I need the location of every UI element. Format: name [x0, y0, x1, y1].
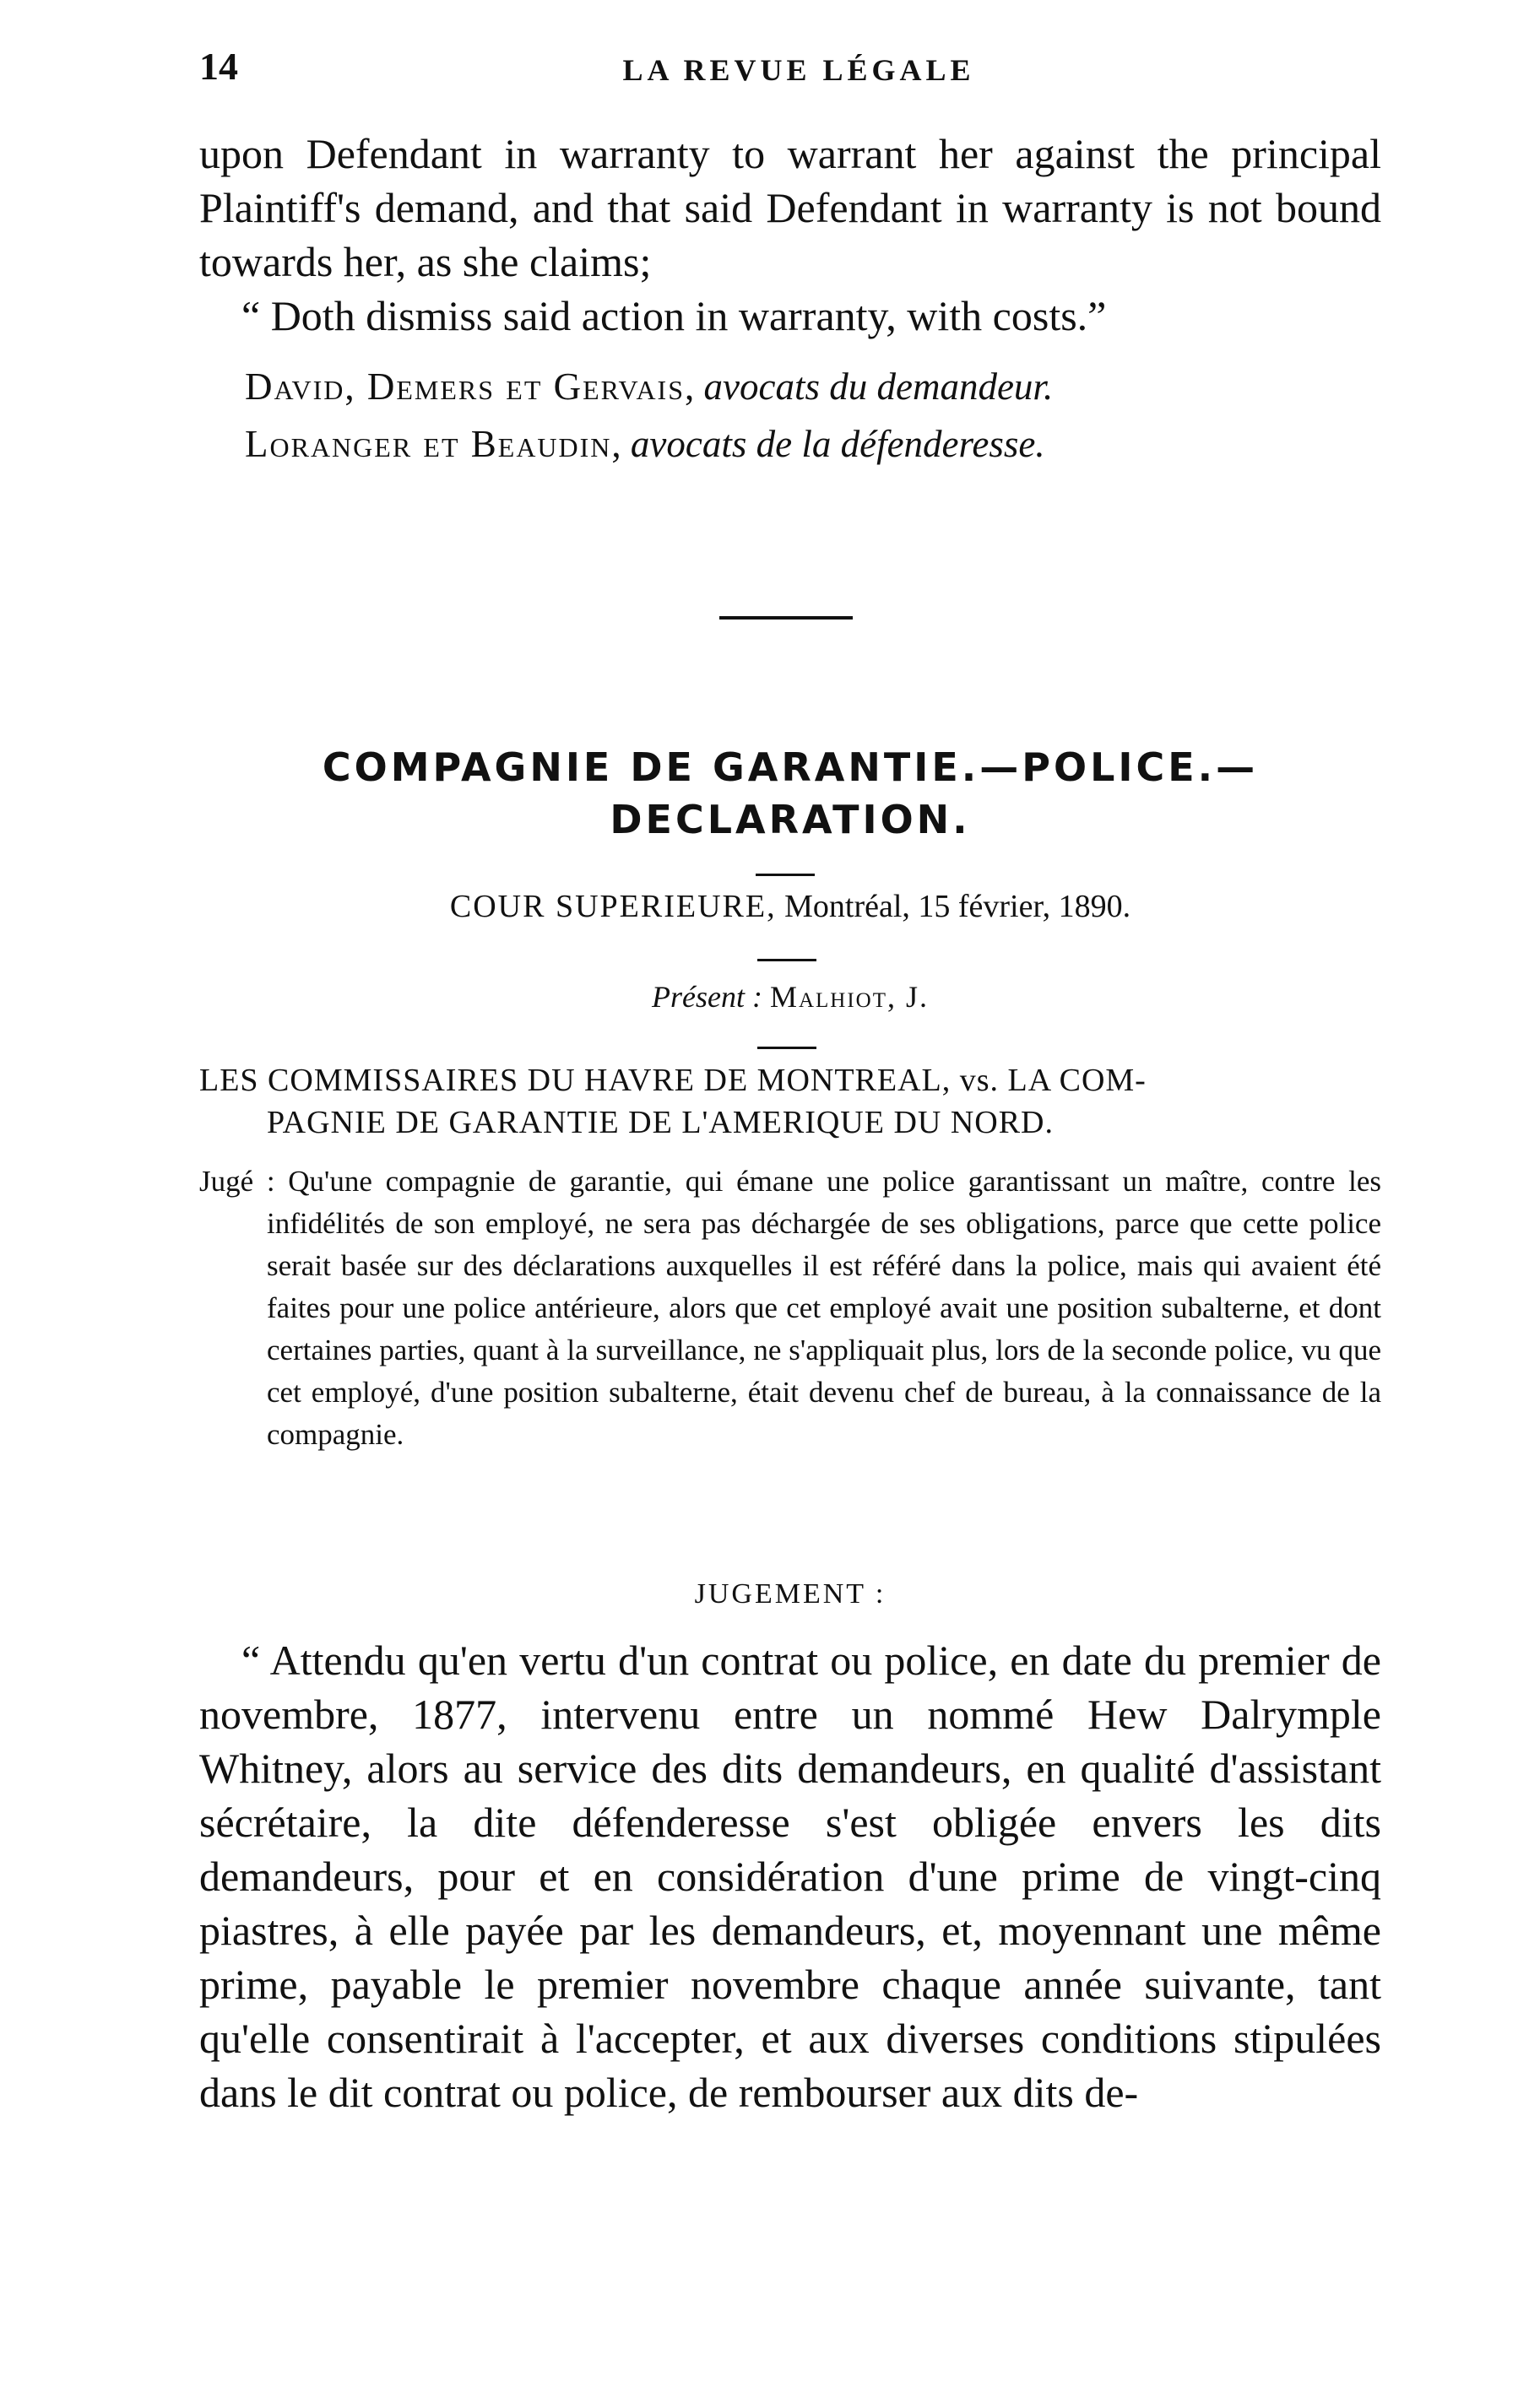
counsel-role: avocats du demandeur. [703, 365, 1054, 408]
counsel-line-defendant: Loranger et Beaudin, avocats de la défenderesse. [245, 423, 1045, 465]
parties-line: LES COMMISSAIRES DU HAVRE DE MONTREAL, vs. LA COM- [199, 1063, 1147, 1098]
short-rule [757, 1047, 816, 1049]
previous-case-text [199, 127, 1381, 343]
present-judge: Malhiot, J. [769, 980, 930, 1014]
case-parties [199, 1059, 1381, 1144]
case-title-line: COMPAGNIE DE GARANTIE.—POLICE.— [322, 744, 1259, 790]
syllabus-text: Jugé : Qu'une compagnie de garantie, qui émane une police garantissant un maître, contre les infidélités de son employé, ne sera pas déchargée de ses obligations, parce que cette police serait basée sur des déclarations auxquelles il est référé dans la police, mais qui avaient été faites pour une police antérieure, alors que cet employé avait une position subalterne, et dont certaines parties, quant à la surveillance, ne s'appliquait plus, lors de la seconde police, vu que cet employé, d'une position subalterne, était devenu chef de bureau, à la connaissance de la compagnie. [199, 1165, 1381, 1451]
judgment-heading: JUGEMENT : [694, 1578, 886, 1610]
syllabus [199, 1161, 1381, 1456]
previous-case-paragraph: upon Defendant in warranty to warrant her against the principal Plaintiff's demand, and that said Defendant in warranty is not bound towards her, as she claims; [199, 130, 1381, 285]
present-label: Présent : [651, 980, 762, 1014]
counsel-line-plaintiff: David, Demers et Gervais, avocats du demandeur. [245, 365, 1054, 408]
short-rule [757, 959, 816, 961]
page-number: 14 [199, 45, 238, 88]
case-title-line: DECLARATION. [610, 797, 971, 842]
section-separator-rule [719, 616, 853, 620]
judgment-paragraph: “ Attendu qu'en vertu d'un contrat ou police, en date du premier de novembre, 1877, intervenu entre un nommé Hew Dalrymple Whitney, alors au service des dits demandeurs, en qualité d'assistant sécrétaire, la dite défenderesse s'est obligée envers les dits demandeurs, pour et en considération d'une prime de vingt-cinq piastres, à elle payée par les demandeurs, et, moyennant une même prime, payable le premier novembre chaque année suivante, tant qu'elle consentirait à l'accepter, et aux diverses conditions stipulées dans le dit contrat ou police, de rembourser aux dits de- [199, 1637, 1381, 2116]
case-title [199, 741, 1381, 846]
short-rule [756, 874, 815, 876]
court-name: COUR SUPERIEURE, [449, 889, 777, 924]
present-line [199, 979, 1381, 1015]
counsel-role: avocats de la défenderesse. [630, 423, 1045, 465]
court-place-date: Montréal, 15 février, 1890. [784, 889, 1131, 924]
parties-line: PAGNIE DE GARANTIE DE L'AMERIQUE DU NORD. [267, 1105, 1054, 1140]
counsel-names: Loranger et Beaudin [245, 423, 612, 465]
page-header [199, 44, 1398, 95]
court-line [199, 888, 1381, 925]
running-title: LA REVUE LÉGALE [622, 53, 975, 87]
previous-case-order: “ Doth dismiss said action in warranty, with costs.” [241, 292, 1107, 339]
counsel-names: David, Demers et Gervais [245, 365, 686, 408]
judgment-text [199, 1633, 1381, 2119]
